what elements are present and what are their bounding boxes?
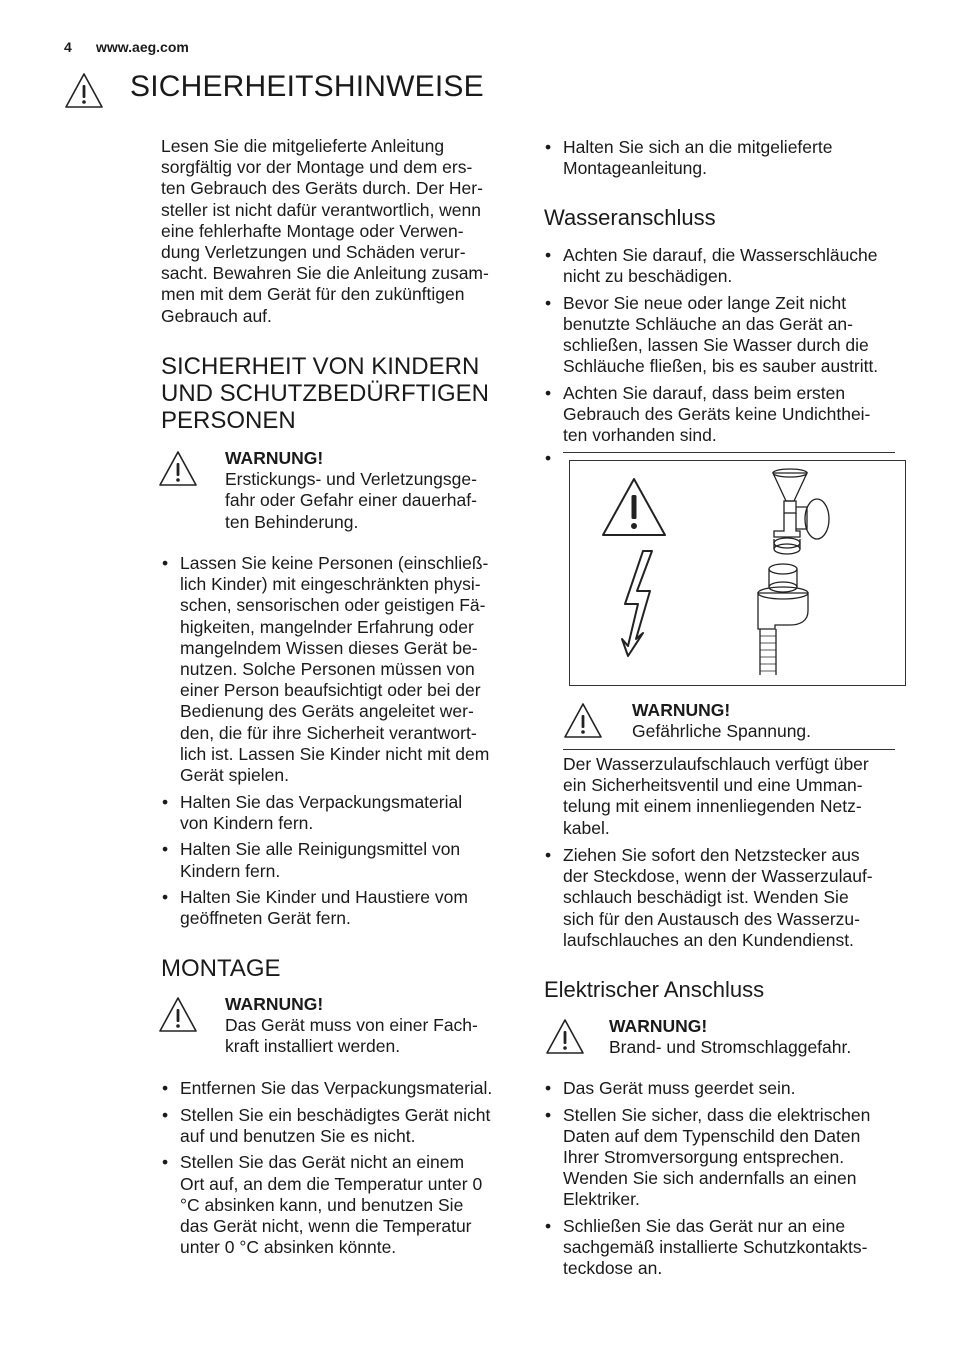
warning-triangle-icon bbox=[563, 702, 603, 739]
list-item: • Stellen Sie ein beschädigtes Gerät nicht auf und benutzen Sie es nicht. bbox=[161, 1105, 521, 1147]
list-item: • Schließen Sie das Gerät nur an eine sachgemäß installierte Schutzkontakts- teckdose an. bbox=[544, 1216, 904, 1280]
heading-children-safety: SICHERHEIT VON KINDERN UND SCHUTZBEDÜRFTIGEN PERSONEN bbox=[161, 353, 489, 434]
warning-triangle-icon bbox=[603, 479, 665, 535]
page-number: 4 bbox=[64, 39, 72, 55]
warning-triangle-icon bbox=[158, 450, 198, 487]
page-title: SICHERHEITSHINWEISE bbox=[130, 70, 484, 103]
children-bullet-list bbox=[161, 553, 521, 935]
list-item: • Stellen Sie sicher, dass die elektrischen Daten auf dem Typenschild den Daten Ihrer Stromversorgung entsprechen. Wenden Sie sich andernfalls an einen Elektriker. bbox=[544, 1105, 904, 1211]
site-url[interactable]: www.aeg.com bbox=[96, 39, 189, 55]
warning-triangle-icon bbox=[64, 72, 104, 109]
electric-bullet-list bbox=[544, 1078, 904, 1285]
warning-voltage: WARNUNG! Gefährliche Spannung. bbox=[632, 700, 902, 742]
heading-montage: MONTAGE bbox=[161, 955, 281, 982]
divider bbox=[563, 452, 895, 453]
bullet-marker: • bbox=[545, 448, 552, 468]
hose-bullet-list bbox=[544, 845, 904, 956]
warning-title: WARNUNG! bbox=[609, 1016, 708, 1036]
warning-children: WARNUNG! Erstickungs- und Verletzungsge- fahr oder Gefahr einer dauerhaf- ten Behinderung. bbox=[225, 448, 515, 533]
list-item: • Halten Sie alle Reinigungsmittel von Kindern fern. bbox=[161, 839, 521, 881]
water-tap-hose-illustration bbox=[758, 469, 829, 675]
list-item: • Das Gerät muss geerdet sein. bbox=[544, 1078, 904, 1099]
warning-triangle-icon bbox=[158, 996, 198, 1033]
list-item: • Ziehen Sie sofort den Netzstecker aus der Steckdose, wenn der Wasserzulauf- schlauch beschädigt ist. Wenden Sie sich für den Austausch des Wasserzu- laufschlauches an den Kundendienst. bbox=[544, 845, 904, 951]
list-item: • Achten Sie darauf, die Wasserschläuche nicht zu beschädigen. bbox=[544, 245, 904, 287]
montage-bullet-list bbox=[161, 1078, 521, 1264]
warning-electric: WARNUNG! Brand- und Stromschlaggefahr. bbox=[609, 1016, 899, 1058]
heading-electrical-connection: Elektrischer Anschluss bbox=[544, 977, 765, 1002]
hose-description: Der Wasserzulaufschlauch verfügt über ein Sicherheitsventil und eine Umman- telung mit einem innenliegenden Netz- kabel. bbox=[563, 754, 869, 838]
warning-montage: WARNUNG! Das Gerät muss von einer Fach- kraft installiert werden. bbox=[225, 994, 515, 1058]
list-item: • Halten Sie sich an die mitgelieferte Montageanleitung. bbox=[544, 137, 904, 179]
intro-paragraph: Lesen Sie die mitgelieferte Anleitung sorgfältig vor der Montage und dem ers- ten Gebrauch des Geräts durch. Der Her- steller ist nicht dafür verantwortlich, wenn eine fehlerhafte Montage oder Verwen- dung Verletzungen und Schäden verur- sacht. Bewahren Sie die Anleitung zusam- men mit dem Gerät für den zukünftigen Gebrauch auf. bbox=[161, 136, 489, 326]
water-bullet-list bbox=[544, 245, 904, 452]
heading-water-connection: Wasseranschluss bbox=[544, 205, 716, 230]
warning-title: WARNUNG! bbox=[632, 700, 731, 720]
list-item: • Lassen Sie keine Personen (einschließ- lich Kinder) mit eingeschränkten physi- schen, sensorischen oder geistigen Fä- higkeiten, mangelnder Erfahrung oder mangelndem Wissen dieses Gerät be- nutzen. Solche Personen müssen von einer Person beaufsichtigt oder bei der Bedienung des Geräts angeleitet wer- den, die für ihre Sicherheit verantwort- lich ist. Lassen Sie Kinder nicht mit dem Gerät spielen. bbox=[161, 553, 521, 786]
list-item: • Halten Sie Kinder und Haustiere vom geöffneten Gerät fern. bbox=[161, 887, 521, 929]
list-item: • Bevor Sie neue oder lange Zeit nicht benutzte Schläuche an das Gerät an- schließen, lassen Sie Wasser durch die Schläuche fließen, bis es sauber austritt. bbox=[544, 293, 904, 378]
divider bbox=[563, 749, 895, 750]
lightning-bolt-icon bbox=[622, 551, 652, 656]
list-item: • Achten Sie darauf, dass beim ersten Gebrauch des Geräts keine Undichthei- ten vorhanden sind. bbox=[544, 383, 904, 447]
top-bullet-list bbox=[544, 137, 904, 185]
list-item: • Stellen Sie das Gerät nicht an einem Ort auf, an dem die Temperatur unter 0 °C absinken kann, und benutzen Sie das Gerät nicht, wenn die Temperatur unter 0 °C absinken könnte. bbox=[161, 1152, 521, 1258]
warning-triangle-icon bbox=[545, 1018, 585, 1055]
warning-title: WARNUNG! bbox=[225, 448, 324, 468]
list-item: • Entfernen Sie das Verpackungsmaterial. bbox=[161, 1078, 521, 1099]
hose-safety-figure bbox=[569, 460, 906, 686]
list-item: • Halten Sie das Verpackungsmaterial von Kindern fern. bbox=[161, 792, 521, 834]
warning-title: WARNUNG! bbox=[225, 994, 324, 1014]
